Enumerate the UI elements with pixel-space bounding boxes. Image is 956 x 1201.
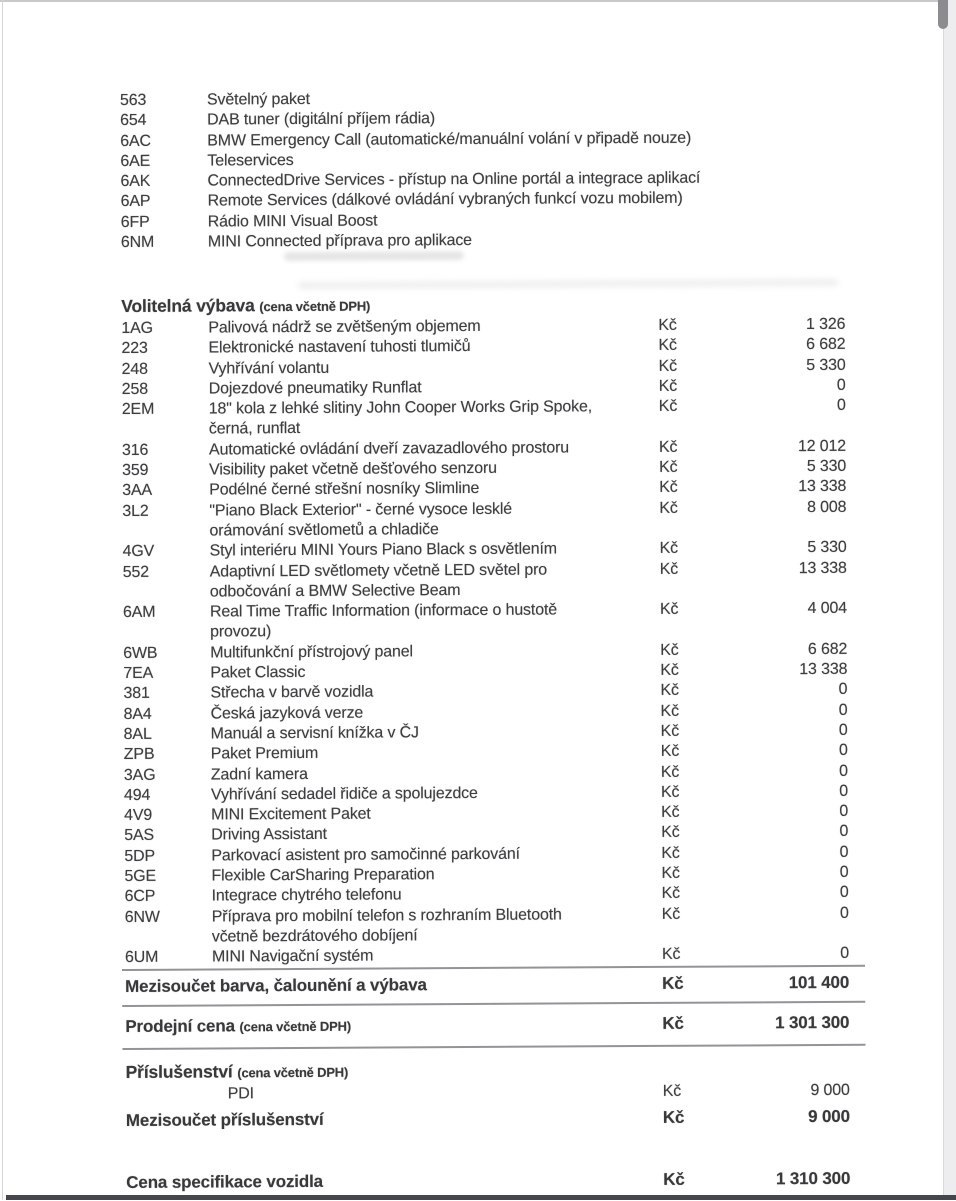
currency-label: Kč bbox=[661, 885, 681, 903]
option-price: 0 bbox=[838, 701, 848, 719]
option-row bbox=[123, 558, 847, 603]
currency-label: Kč bbox=[660, 722, 680, 740]
currency-label: Kč bbox=[662, 1082, 682, 1100]
option-row bbox=[125, 944, 849, 968]
option-description: Paket Premium bbox=[210, 745, 319, 763]
option-code: 316 bbox=[121, 441, 149, 459]
option-description: Flexible CarSharing Preparation bbox=[211, 866, 435, 885]
currency-label: Kč bbox=[663, 1169, 685, 1189]
option-code: 5DP bbox=[124, 847, 156, 865]
selling-price-label-text: Prodejní cena bbox=[125, 1015, 235, 1036]
selling-price-value: 1 301 300 bbox=[774, 1012, 850, 1032]
optional-title-note: (cena včetně DPH) bbox=[259, 298, 371, 315]
currency-label: Kč bbox=[661, 824, 680, 842]
option-price: 0 bbox=[836, 376, 846, 394]
currency-label: Kč bbox=[660, 763, 680, 781]
option-description: Elektronické nastavení tuhosti tlumičů bbox=[208, 338, 471, 357]
vehicle-specification-total-section bbox=[126, 1168, 850, 1194]
accessories-section bbox=[126, 1058, 850, 1132]
selling-price-note: (cena včetně DPH) bbox=[239, 1018, 352, 1034]
currency-label: Kč bbox=[659, 479, 678, 497]
currency-label: Kč bbox=[660, 661, 679, 679]
option-description: Styl interiéru MINI Yours Piano Black s osvětlením bbox=[209, 540, 557, 560]
option-description: Střecha v barvě vozidla bbox=[210, 683, 374, 702]
option-price: 0 bbox=[839, 904, 849, 922]
currency-label: Kč bbox=[662, 973, 684, 993]
option-code: 6WB bbox=[123, 644, 158, 662]
option-row bbox=[123, 599, 847, 644]
currency-label: Kč bbox=[661, 905, 681, 923]
equipment-row bbox=[121, 229, 845, 253]
subtotal-value: 101 400 bbox=[788, 972, 850, 992]
option-price: 1 326 bbox=[805, 315, 846, 334]
currency-label: Kč bbox=[661, 864, 680, 882]
scrollbar-thumb[interactable] bbox=[938, 0, 948, 29]
currency-label: Kč bbox=[658, 397, 678, 416]
option-price: 0 bbox=[839, 762, 848, 780]
option-code: 3AA bbox=[122, 482, 153, 500]
currency-label: Kč bbox=[662, 1013, 684, 1033]
option-price: 0 bbox=[839, 782, 849, 800]
option-description: MINI Navigační systém bbox=[211, 947, 374, 966]
option-code: 563 bbox=[119, 91, 147, 110]
option-code: 6CP bbox=[124, 888, 156, 906]
currency-label: Kč bbox=[659, 600, 679, 619]
option-code: 5AS bbox=[124, 827, 155, 845]
scrollbar-track[interactable] bbox=[943, 0, 956, 1200]
option-code: 258 bbox=[121, 380, 148, 398]
option-description: 18" kola z lehké slitiny John Cooper Works Grip Spoke, černá, runflat bbox=[208, 398, 593, 438]
accessories-section-title bbox=[126, 1058, 850, 1084]
option-price: 0 bbox=[838, 721, 848, 739]
option-description: MINI Excitement Paket bbox=[211, 805, 371, 824]
option-code: 2EM bbox=[121, 401, 155, 419]
option-price: 13 338 bbox=[799, 660, 848, 679]
option-code: 359 bbox=[122, 461, 149, 480]
option-price: 4 004 bbox=[807, 599, 847, 618]
accessory-label: PDI bbox=[227, 1085, 255, 1103]
option-description: DAB tuner (digitální příjem rádia) bbox=[207, 110, 436, 129]
currency-label: Kč bbox=[660, 702, 679, 720]
option-description: ConnectedDrive Services - přístup na Online portál a integrace aplikací bbox=[207, 169, 701, 190]
option-price: 13 338 bbox=[798, 478, 847, 496]
subtotal-label: Mezisoučet barva, čalounění a výbava bbox=[125, 974, 427, 996]
option-description: Zadní kamera bbox=[210, 765, 308, 784]
option-price: 13 338 bbox=[798, 559, 847, 577]
option-description: Vyhřívání sedadel řidiče a spolujezdce bbox=[210, 784, 478, 804]
subtotal-color-upholstery-row bbox=[125, 966, 849, 1004]
option-price: 5 330 bbox=[806, 457, 847, 476]
accessories-title-note: (cena včetně DPH) bbox=[237, 1064, 349, 1081]
option-code: 6AK bbox=[120, 173, 151, 191]
option-code: 6NM bbox=[120, 233, 155, 252]
option-description: Manuál a servisní knížka v ČJ bbox=[210, 724, 419, 743]
accessories-subtotal-value: 9 000 bbox=[808, 1107, 850, 1127]
scan-smudge bbox=[298, 279, 838, 289]
option-price: 0 bbox=[838, 742, 848, 760]
option-description: Příprava pro mobilní telefon s rozhraním Bluetooth včetně bezdrátového dobíjení bbox=[211, 906, 562, 946]
option-description: Paket Classic bbox=[210, 663, 306, 682]
option-code: 8AL bbox=[123, 725, 152, 743]
option-row bbox=[125, 903, 849, 948]
option-code: 494 bbox=[123, 786, 151, 804]
option-code: 8A4 bbox=[123, 705, 152, 723]
option-price: 0 bbox=[839, 802, 849, 821]
accessory-price: 9 000 bbox=[810, 1081, 850, 1100]
option-price: 8 008 bbox=[807, 498, 847, 516]
option-description: Automatické ovládání dveří zavazadlového prostoru bbox=[208, 439, 570, 459]
accessory-row bbox=[126, 1081, 850, 1105]
option-code: 4V9 bbox=[124, 806, 153, 825]
option-price: 0 bbox=[839, 843, 849, 861]
option-code: 3AG bbox=[123, 766, 156, 784]
option-code: 381 bbox=[123, 685, 150, 703]
currency-label: Kč bbox=[662, 1108, 685, 1128]
currency-label: Kč bbox=[661, 844, 680, 862]
currency-label: Kč bbox=[661, 803, 680, 822]
viewer-left-border bbox=[2, 0, 3, 1200]
option-description: Světelný paket bbox=[206, 90, 310, 109]
option-price: 0 bbox=[836, 397, 846, 415]
option-description: Remote Services (dálkové ovládání vybraných funkcí vozu mobilem) bbox=[207, 190, 683, 210]
currency-label: Kč bbox=[658, 337, 677, 355]
viewer-bottom-border bbox=[6, 1195, 956, 1200]
option-price: 6 682 bbox=[806, 336, 846, 354]
accessories-title-text: Příslušenství bbox=[125, 1061, 233, 1082]
option-code: 1AG bbox=[121, 319, 153, 338]
currency-label: Kč bbox=[659, 458, 678, 476]
standard-equipment-list bbox=[120, 87, 845, 254]
currency-label: Kč bbox=[659, 540, 679, 558]
option-price: 0 bbox=[840, 945, 849, 963]
option-code: 552 bbox=[122, 563, 150, 581]
option-row bbox=[122, 396, 846, 441]
option-code: 6NW bbox=[124, 908, 160, 926]
option-description: Teleservices bbox=[207, 151, 294, 170]
option-code: 7EA bbox=[123, 664, 154, 683]
option-price: 5 330 bbox=[806, 356, 846, 374]
option-description: "Piano Black Exterior" - černé vysoce lesklé orámování světlometů a chladiče bbox=[209, 500, 513, 540]
option-description: MINI Connected příprava pro aplikace bbox=[207, 232, 472, 251]
viewer-top-border bbox=[0, 0, 956, 2]
currency-label: Kč bbox=[658, 357, 677, 375]
currency-label: Kč bbox=[659, 499, 678, 517]
option-code: 4GV bbox=[122, 543, 155, 561]
option-code: 248 bbox=[121, 360, 148, 378]
optional-equipment-rows bbox=[121, 315, 849, 969]
option-code: 6AM bbox=[122, 603, 156, 622]
option-code: 6FP bbox=[120, 213, 150, 231]
scan-smudge bbox=[284, 251, 464, 261]
option-price: 12 012 bbox=[797, 437, 847, 455]
optional-title-text: Volitelná výbava bbox=[121, 295, 255, 317]
option-price: 6 682 bbox=[807, 640, 848, 658]
accessories-subtotal-label: Mezisoučet příslušenství bbox=[125, 1110, 324, 1131]
selling-price-label bbox=[125, 1012, 662, 1038]
optional-equipment-section bbox=[121, 292, 849, 1050]
option-description: Palivová nádrž se zvětšeným objemem bbox=[208, 317, 481, 337]
option-row bbox=[122, 498, 846, 543]
option-price: 0 bbox=[839, 884, 849, 902]
option-description: BMW Emergency Call (automatické/manuální volání v připadě nouze) bbox=[207, 129, 692, 150]
total-price-row bbox=[126, 1168, 850, 1194]
subtotal-accessories-row bbox=[126, 1101, 850, 1132]
optional-section-title bbox=[121, 292, 845, 318]
option-code: 223 bbox=[121, 340, 148, 358]
option-description: Multifunkční přístrojový panel bbox=[210, 643, 413, 662]
option-code: 6AC bbox=[120, 132, 151, 150]
currency-label: Kč bbox=[661, 945, 681, 964]
option-description: Česká jazyková verze bbox=[210, 704, 364, 723]
selling-price-row bbox=[125, 1002, 849, 1047]
option-code: 3L2 bbox=[122, 502, 149, 520]
option-price: 5 330 bbox=[807, 539, 847, 557]
option-description: Adaptivní LED světlomety včetně LED světel pro odbočování a BMW Selective Beam bbox=[209, 561, 548, 601]
option-price: 0 bbox=[838, 681, 848, 699]
currency-label: Kč bbox=[658, 377, 678, 395]
option-code: 6UM bbox=[124, 949, 159, 967]
option-code: 654 bbox=[120, 112, 147, 130]
currency-label: Kč bbox=[660, 682, 679, 700]
currency-label: Kč bbox=[659, 560, 679, 578]
option-description: Real Time Traffic Information (informace o hustotě provozu) bbox=[209, 601, 558, 641]
option-description: Dojezdové pneumatiky Runflat bbox=[208, 379, 422, 398]
currency-label: Kč bbox=[658, 316, 677, 334]
option-price: 0 bbox=[839, 863, 849, 881]
option-code: 5GE bbox=[124, 867, 157, 886]
option-code: 6AE bbox=[120, 152, 151, 170]
option-price: 0 bbox=[839, 823, 849, 841]
option-description: Podélné černé střešní nosníky Slimline bbox=[209, 480, 480, 499]
currency-label: Kč bbox=[658, 438, 678, 456]
currency-label: Kč bbox=[660, 783, 680, 801]
option-code: ZPB bbox=[123, 746, 155, 764]
option-description: Integrace chytrého telefonu bbox=[211, 886, 402, 905]
option-description: Parkovací asistent pro samočinné parkování bbox=[211, 845, 520, 865]
total-value: 1 310 300 bbox=[775, 1168, 851, 1189]
option-description: Visibility paket včetně dešťového senzoru bbox=[209, 459, 497, 479]
option-code: 6AP bbox=[120, 193, 151, 211]
option-description: Vyhřívání volantu bbox=[208, 359, 330, 378]
option-description: Driving Assistant bbox=[211, 826, 328, 844]
total-label: Cena specifikace vozidla bbox=[126, 1171, 324, 1192]
currency-label: Kč bbox=[660, 641, 679, 659]
currency-label: Kč bbox=[660, 743, 680, 761]
option-description: Rádio MINI Visual Boost bbox=[207, 212, 378, 231]
